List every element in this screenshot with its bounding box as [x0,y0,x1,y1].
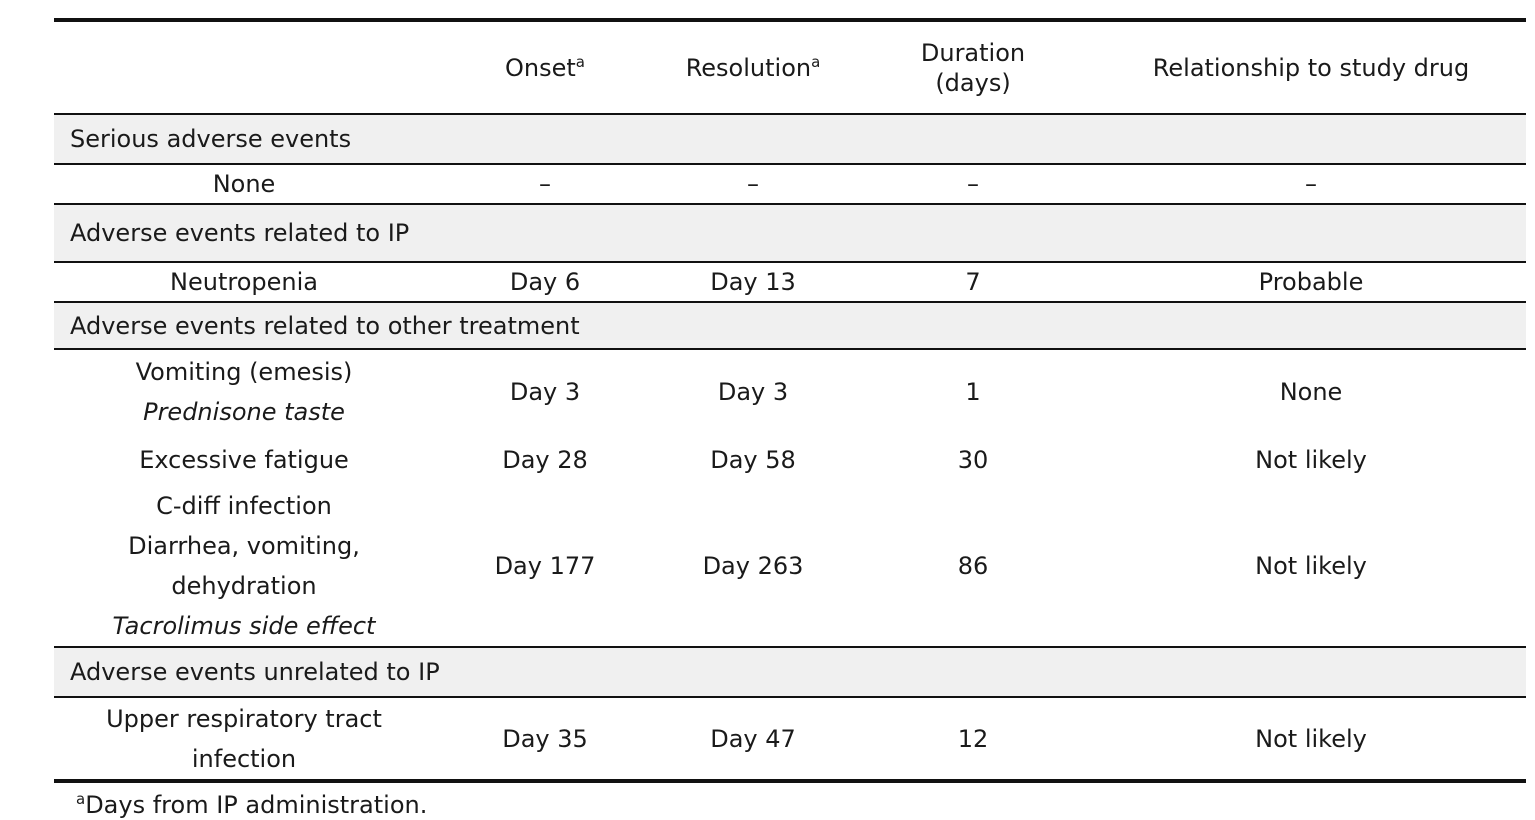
section-header-unrelated-ip [54,648,1526,698]
onset-value: Day 35 [502,724,588,753]
duration-value: – [967,170,979,198]
relationship-value: Not likely [1255,446,1367,474]
relationship-value: Not likely [1255,724,1367,753]
resolution-footnote-marker: a [811,52,821,71]
table-row [54,486,1526,648]
header-relationship: Relationship to study drug [1152,53,1470,82]
event-note: Tacrolimus side effect [112,612,376,640]
section-title: Adverse events unrelated to IP [70,658,440,686]
relationship-value: – [1305,170,1317,198]
duration-value: 1 [965,378,981,406]
duration-value: 12 [957,724,989,753]
section-title: Adverse events related to other treatment [70,311,580,340]
section-header-other-treatment [54,303,1526,350]
onset-value: Day 28 [502,446,588,474]
table-row [54,263,1526,303]
resolution-value: Day 263 [702,552,804,580]
duration-value: 30 [957,446,989,474]
footnote-marker: a [76,790,86,808]
relationship-value: Not likely [1255,552,1367,580]
event-name: Neutropenia [170,268,318,296]
resolution-value: Day 13 [710,268,796,296]
onset-value: Day 6 [509,268,581,296]
event-name: Vomiting (emesis) Prednisone taste [54,352,434,432]
relationship-value: Probable [1258,268,1364,296]
onset-footnote-marker: a [575,52,585,71]
relationship-value: None [1279,378,1343,406]
onset-value: Day 3 [509,378,581,406]
table-footnote: $^a$Days from IP administration. [76,790,428,819]
table-header-row [54,22,1526,115]
resolution-value: Day 3 [717,378,789,406]
section-title: Serious adverse events [70,125,352,153]
header-resolution: Resolution$^a$ [685,52,821,82]
table-row [54,350,1526,434]
section-header-related-ip [54,205,1526,263]
section-title: Adverse events related to IP [70,219,410,247]
event-name: None [212,170,276,198]
event-name: Upper respiratory tract infection [106,704,382,773]
header-duration: Duration (days) [920,38,1026,97]
resolution-value: Day 47 [710,724,796,753]
table-row [54,434,1526,486]
table-row [54,165,1526,205]
event-name: C-diff infection Diarrhea, vomiting, dehydration Tacrolimus side effect [54,486,434,646]
duration-value: 86 [957,552,989,580]
event-name: Excessive fatigue [139,446,349,474]
onset-value: – [539,170,551,198]
header-onset: Onset$^a$ [505,52,585,82]
resolution-value: Day 58 [710,446,796,474]
event-note: Prednisone taste [143,398,345,426]
resolution-value: – [747,170,759,198]
table-row [54,698,1526,779]
onset-value: Day 177 [494,552,596,580]
section-header-serious [54,115,1526,165]
adverse-events-table [54,18,1526,783]
duration-value: 7 [965,268,981,296]
table-bottom-rule [54,779,1526,783]
